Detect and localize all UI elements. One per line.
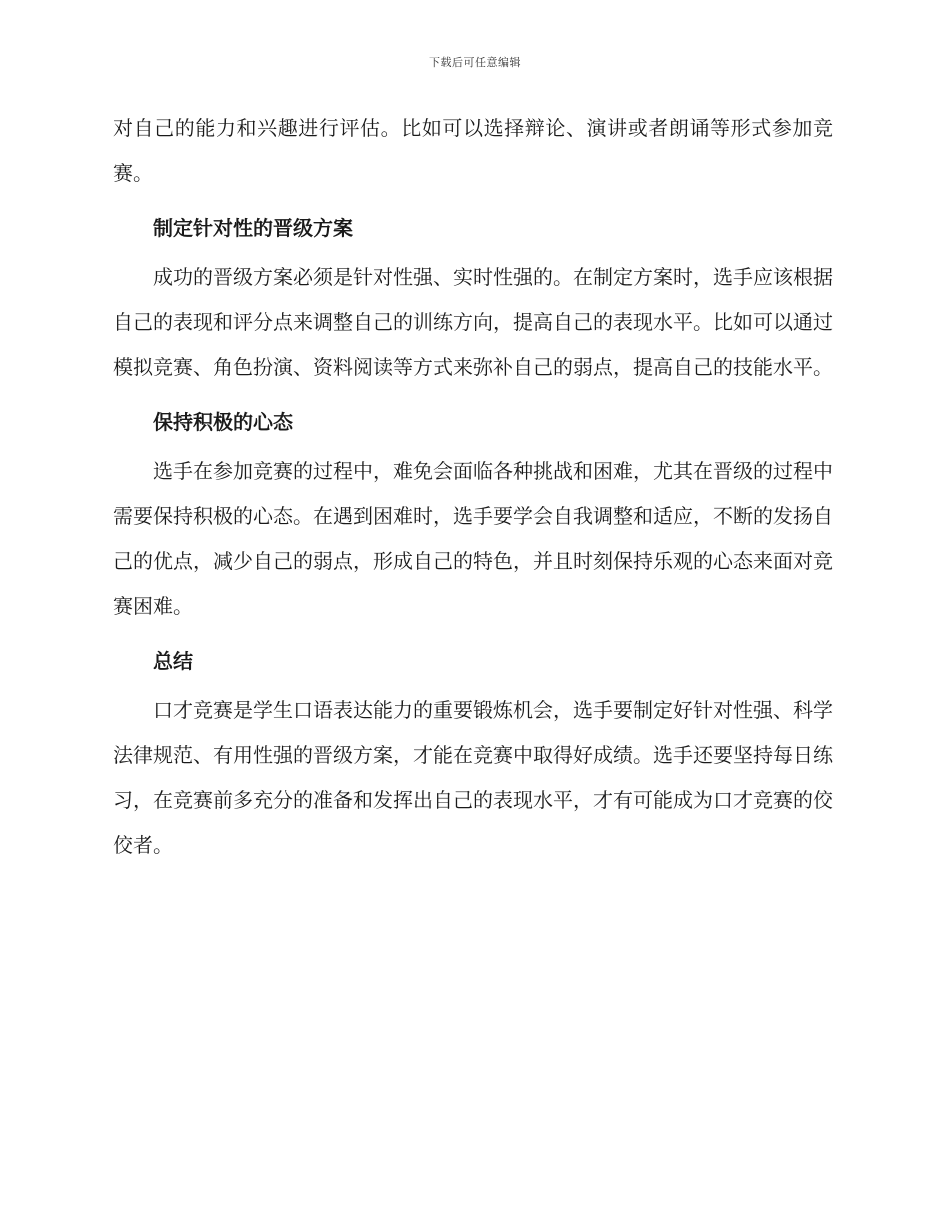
heading-summary: 总结 <box>153 649 193 673</box>
heading-positive-mindset: 保持积极的心态 <box>153 410 293 434</box>
paragraph-positive-mindset: 选手在参加竞赛的过程中，难免会面临各种挑战和困难，尤其在晋级的过程中需要保持积极的心态。在遇到困难时，选手要学会自我调整和适应，不断的发扬自己的优点，减少自己的弱点，形成自己的特色，并且时刻保持乐观的心态来面对竞赛困难。 <box>113 459 833 618</box>
paragraph-intro: 对自己的能力和兴趣进行评估。比如可以选择辩论、演讲或者朗诵等形式参加竞赛。 <box>113 116 833 185</box>
paragraph-summary: 口才竞赛是学生口语表达能力的重要锻炼机会，选手要制定好针对性强、科学法律规范、有用性强的晋级方案，才能在竞赛中取得好成绩。选手还要坚持每日练习，在竞赛前多充分的准备和发挥出自己的表现水平，才有可能成为口才竞赛的佼佼者。 <box>113 698 833 857</box>
document-body <box>113 106 833 868</box>
paragraph-targeted-plan: 成功的晋级方案必须是针对性强、实时性强的。在制定方案时，选手应该根据自己的表现和评分点来调整自己的训练方向，提高自己的表现水平。比如可以通过模拟竞赛、角色扮演、资料阅读等方式来弥补自己的弱点，提高自己的技能水平。 <box>113 265 833 379</box>
header-note: 下载后可任意编辑 <box>429 56 521 69</box>
heading-targeted-plan: 制定针对性的晋级方案 <box>153 216 353 240</box>
